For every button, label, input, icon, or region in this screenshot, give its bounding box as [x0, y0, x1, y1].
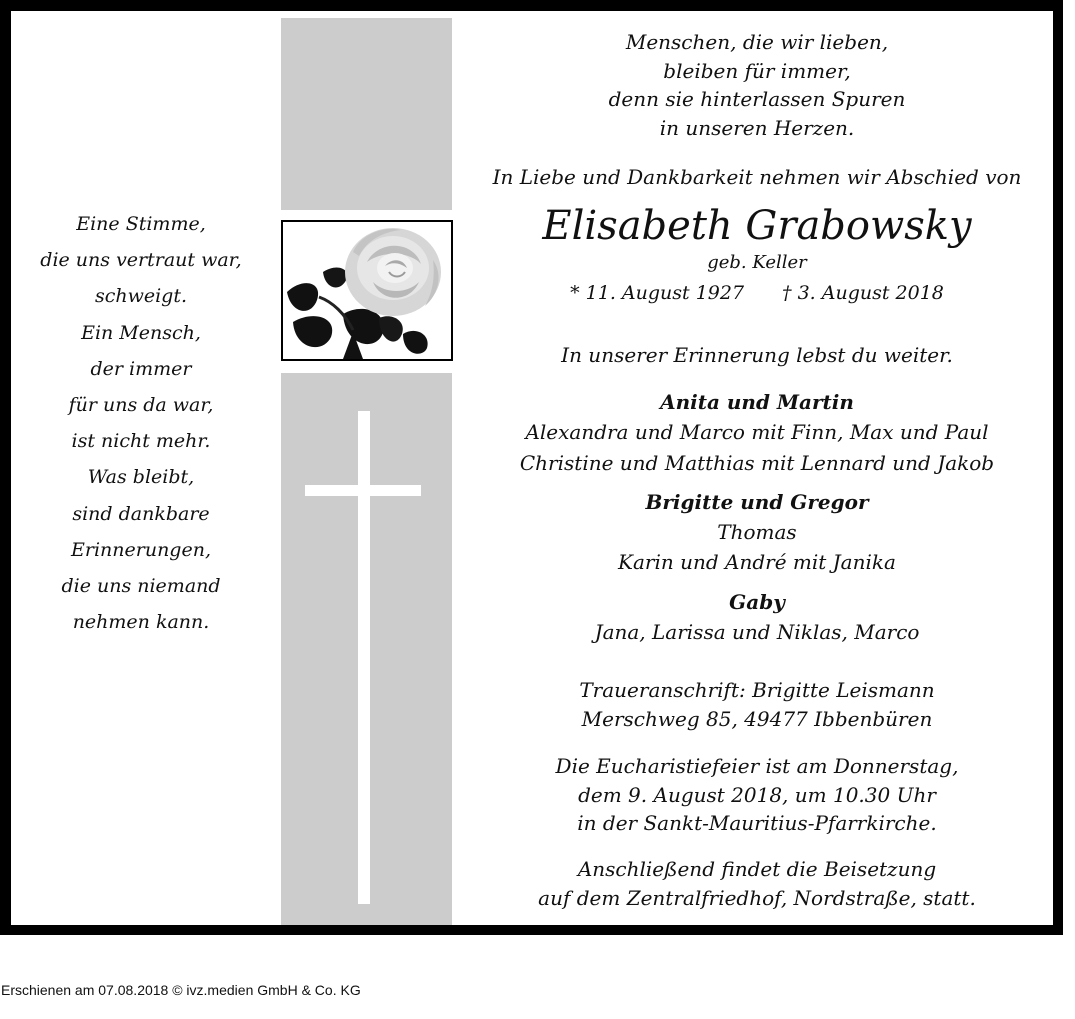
publication-footer: Erschienen am 07.08.2018 © ivz.medien GmbH & Co. KG	[1, 982, 361, 998]
motto-line: bleiben für immer,	[663, 58, 851, 83]
service-line: Die Eucharistiefeier ist am Donnerstag,	[555, 754, 959, 778]
death-date: † 3. August 2018	[782, 282, 944, 304]
poem-line: Was bleibt,	[87, 466, 195, 489]
service-line: dem 9. August 2018, um 10.30 Uhr	[578, 782, 936, 807]
burial-line: Anschließend findet die Beisetzung	[577, 857, 937, 881]
family-member: Thomas	[717, 520, 797, 545]
family-list	[470, 387, 1044, 647]
life-dates	[470, 278, 1044, 308]
burial-info	[470, 855, 1044, 912]
rose-image	[281, 220, 453, 361]
poem-line: ist nicht mehr.	[71, 430, 211, 453]
poem-line: Eine Stimme,	[76, 213, 206, 235]
family-member: Alexandra und Marco mit Finn, Max und Paul	[525, 420, 989, 445]
poem-line: die uns niemand	[61, 575, 221, 598]
service-info	[470, 752, 1044, 838]
poem-line: Erinnerungen,	[71, 538, 211, 561]
family-head: Anita und Martin	[660, 390, 854, 414]
deceased-name: Elisabeth Grabowsky	[542, 203, 972, 249]
poem-line: nehmen kann.	[72, 611, 210, 634]
poem-line: sind dankbare	[72, 502, 210, 525]
address-line: Traueranschrift: Brigitte Leismann	[579, 678, 935, 702]
poem-line: der immer	[90, 357, 192, 380]
maiden-name: geb. Keller	[707, 252, 807, 273]
rose-icon	[283, 222, 451, 359]
gray-panel-top	[281, 18, 452, 210]
family-member: Karin und André mit Janika	[618, 550, 896, 575]
family-member: Jana, Larissa und Niklas, Marco	[594, 620, 920, 645]
motto-line: Menschen, die wir lieben,	[625, 30, 889, 54]
memory-line: In unserer Erinnerung lebst du weiter.	[561, 343, 953, 367]
intro-text: In Liebe und Dankbarkeit nehmen wir Abschied von	[492, 165, 1022, 189]
mourning-address	[470, 676, 1044, 733]
motto-line: denn sie hinterlassen Spuren	[608, 87, 906, 111]
poem-line: Ein Mensch,	[81, 321, 201, 344]
service-line: in der Sankt-Mauritius-Pfarrkirche.	[577, 811, 937, 835]
family-head: Gaby	[729, 589, 785, 614]
family-member: Christine und Matthias mit Lennard und Jakob	[519, 450, 995, 475]
motto	[470, 28, 1044, 142]
poem	[18, 206, 264, 640]
motto-line: in unseren Herzen.	[659, 115, 855, 140]
cross-bar	[305, 485, 421, 496]
address-line: Merschweg 85, 49477 Ibbenbüren	[581, 706, 933, 731]
burial-line: auf dem Zentralfriedhof, Nordstraße, statt.	[538, 885, 976, 910]
poem-line: die uns vertraut war,	[40, 249, 242, 272]
family-head: Brigitte und Gregor	[645, 489, 869, 514]
poem-line: schweigt.	[94, 285, 188, 308]
birth-date: * 11. August 1927	[570, 282, 745, 304]
poem-line: für uns da war,	[68, 394, 214, 417]
